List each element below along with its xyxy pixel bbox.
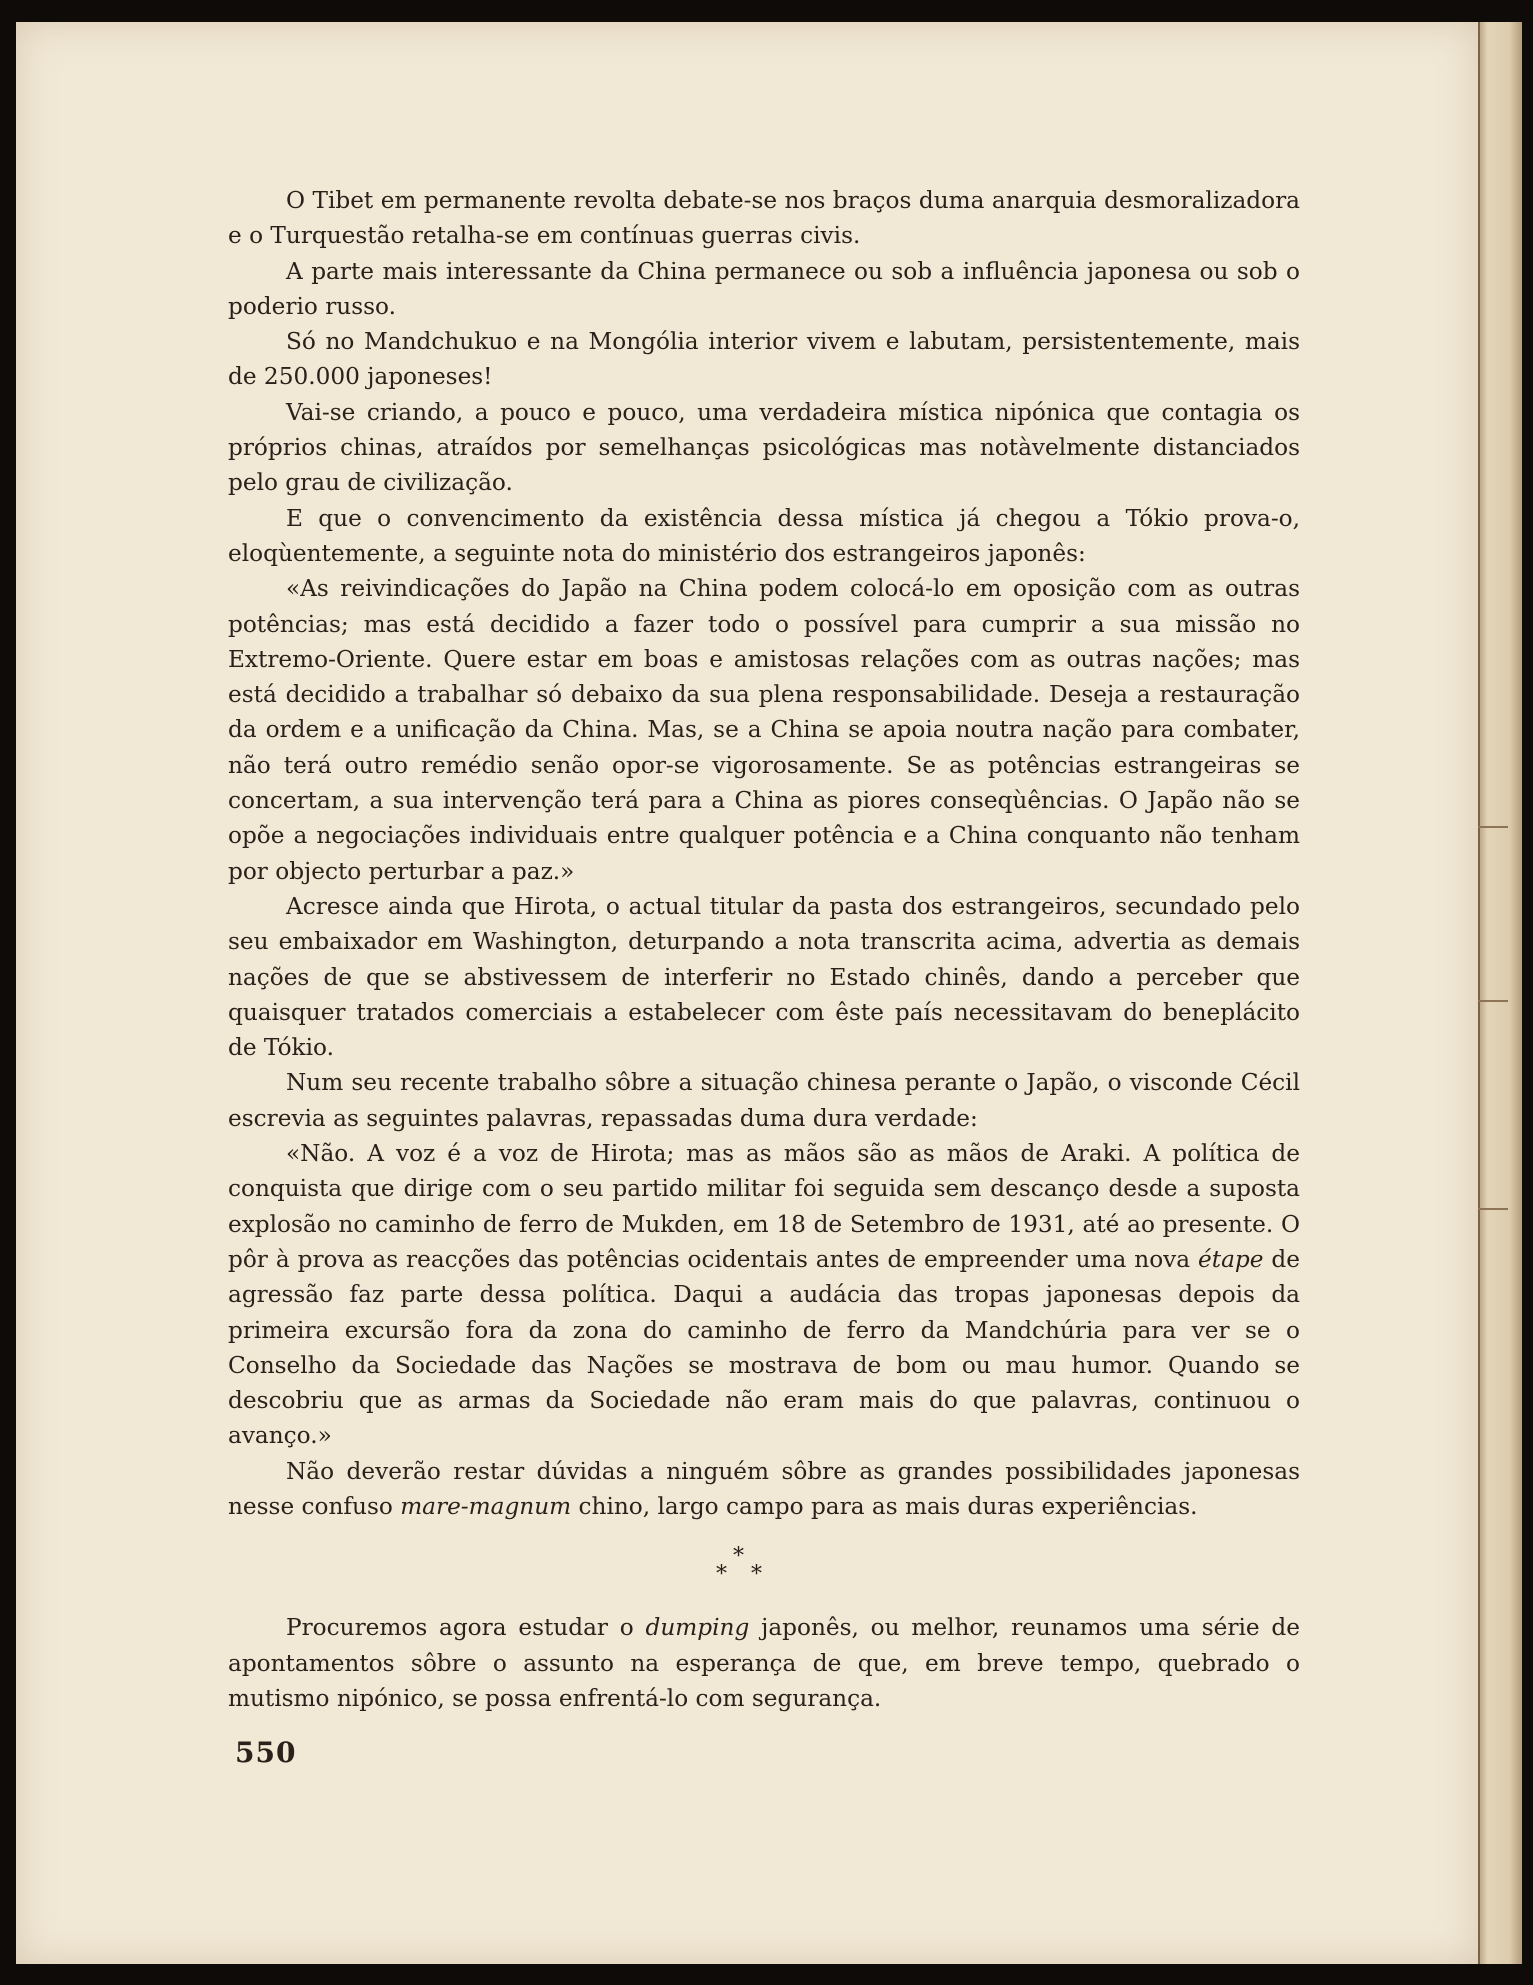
text-run: Procuremos agora estudar o [286, 1614, 646, 1642]
italic-term: étape [1198, 1245, 1264, 1273]
italic-term: mare-magnum [400, 1492, 572, 1520]
paragraph [228, 1136, 1300, 1454]
text-run: «As reivindicações do Japão na China podem colocá-lo em oposição com as outras potências; mas está decidido a fazer todo o possível para cumprir a sua missão no Extremo-Oriente. Quere estar em boas e amistosas relações com as outras nações; mas está decidido a trabalhar só debaixo da sua plena responsabilidade. Deseja a restauração da ordem e a unificação da China. Mas, se a China se apoia noutra nação para combater, não terá outro remédio senão opor-se vigorosamente. Se as potências estrangeiras se concertam, a sua intervenção terá para a China as piores conseqùências. O Japão não se opõe a negociações individuais entre qualquer potência e a China conquanto não tenham por objecto perturbar a paz.» [228, 575, 1300, 885]
paragraph [228, 324, 1300, 395]
page-number: 550 [235, 1736, 297, 1769]
text-run: Vai-se criando, a pouco e pouco, uma verdadeira mística nipónica que contagia os próprios chinas, atraídos por semelhanças psicológicas mas notàvelmente distanciados pelo grau de civilização. [228, 398, 1300, 497]
paragraph [228, 183, 1300, 254]
paragraph [228, 1454, 1300, 1525]
text-run: Num seu recente trabalho sôbre a situação chinesa perante o Japão, o visconde Cécil escrevia as seguintes palavras, repassadas duma dura verdade: [228, 1069, 1300, 1132]
page-edge-mark [1478, 1000, 1508, 1002]
main-paragraphs [228, 183, 1300, 1524]
text-run: «Não. A voz é a voz de Hirota; mas as mãos são as mãos de Araki. A política de conquista que dirige com o seu partido militar foi seguida sem descanço desde a suposta explosão no caminho de ferro de Mukden, em 18 de Setembro de 1931, até ao presente. O pôr à prova as reacções das potências ocidentais antes de empreender uma nova [228, 1140, 1300, 1273]
text-run: chino, largo campo para as mais duras experiências. [571, 1492, 1198, 1520]
separator-star: * [733, 1544, 744, 1570]
page-edge-mark [1478, 826, 1508, 828]
text-run: O Tibet em permanente revolta debate-se nos braços duma anarquia desmoralizadora e o Turquestão retalha-se em contínuas guerras civis. [228, 187, 1300, 250]
paragraph [228, 571, 1300, 889]
text-run: A parte mais interessante da China permanece ou sob a influência japonesa ou sob o poderio russo. [228, 257, 1300, 320]
section-separator [228, 1534, 1300, 1590]
paragraph [228, 395, 1300, 501]
text-run: japonês, ou melhor, reunamos uma série de apontamentos sôbre o assunto na esperança de que, em breve tempo, quebrado o mutismo nipónico, se possa enfrentá-lo com segurança. [228, 1614, 1300, 1712]
italic-term: dumping [645, 1614, 750, 1642]
text-run: E que o convencimento da existência dessa mística já chegou a Tókio prova-o, eloqùentemente, a seguinte nota do ministério dos estrangeiros japonês: [228, 504, 1300, 567]
separator-star: * [716, 1562, 727, 1588]
paragraph [228, 1065, 1300, 1136]
next-page-edge [1478, 22, 1522, 1964]
page-edge-mark [1478, 1208, 1508, 1210]
separator-star: * [751, 1562, 762, 1588]
closing-paragraph [228, 1610, 1300, 1716]
text-run: Não deverão restar dúvidas a ninguém sôbre as grandes possibilidades japonesas nesse confuso [228, 1457, 1300, 1520]
text-run: de agressão faz parte dessa política. Daqui a audácia das tropas japonesas depois da primeira excursão fora da zona do caminho de ferro da Mandchúria para ver se o Conselho da Sociedade das Nações se mostrava de bom ou mau humor. Quando se descobriu que as armas da Sociedade não eram mais do que palavras, continuou o avanço.» [228, 1245, 1300, 1450]
text-run: Acresce ainda que Hirota, o actual titular da pasta dos estrangeiros, secundado pelo seu embaixador em Washington, deturpando a nota transcrita acima, advertia as demais nações de que se abstivessem de interferir no Estado chinês, dando a perceber que quaisquer tratados comerciais a estabelecer com êste país necessitavam do beneplácito de Tókio. [228, 892, 1300, 1062]
body-text [228, 183, 1300, 1716]
paragraph [228, 501, 1300, 572]
text-run: Só no Mandchukuo e na Mongólia interior vivem e labutam, persistentemente, mais de 250.000 japoneses! [228, 328, 1300, 391]
paragraph [228, 254, 1300, 325]
paragraph [228, 889, 1300, 1065]
